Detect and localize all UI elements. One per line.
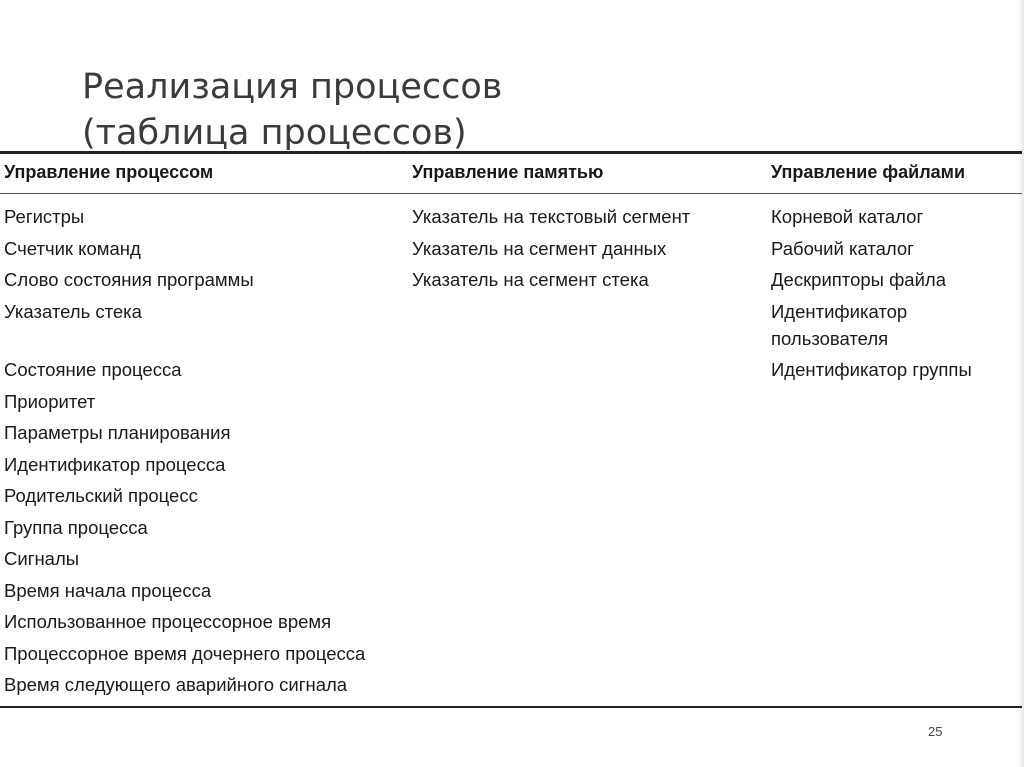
table-cell: Группа процесса [4, 516, 148, 538]
table-header-rule [0, 193, 1022, 194]
table-cell: Процессорное время дочернего процесса [4, 642, 366, 664]
table-cell: Приоритет [4, 390, 96, 412]
table-cell: Время следующего аварийного сигнала [4, 674, 348, 695]
table-bottom-rule [0, 706, 1022, 708]
table-cell: Рабочий каталог [771, 237, 914, 259]
header-process-management: Управление процессом [4, 162, 214, 182]
slide-title [82, 64, 782, 150]
table-cell: Счетчик команд [4, 237, 141, 259]
table-cell: Указатель на сегмент данных [412, 237, 667, 259]
slide-title-line-1: Реализация процессов [82, 67, 503, 107]
table-cell: Слово состояния программы [4, 269, 254, 290]
table-cell: Регистры [4, 206, 85, 227]
table-cell: Дескрипторы файла [771, 269, 947, 290]
file-management-column [771, 201, 1001, 385]
table-cell: Указатель на сегмент стека [412, 269, 649, 290]
table-cell: Сигналы [4, 548, 80, 569]
table-cell: Время начала процесса [4, 579, 212, 601]
memory-management-column [412, 201, 690, 296]
table-cell: Указатель на текстовый сегмент [412, 206, 691, 227]
table-cell: Состояние процесса [4, 359, 182, 380]
table-top-rule [0, 151, 1022, 154]
table-cell: Идентификатор процесса [4, 453, 226, 475]
table-cell: Параметры планирования [4, 422, 231, 443]
table-cell: Идентификатор группы [771, 358, 972, 380]
slide-title-line-2: (таблица процессов) [82, 113, 467, 150]
table-cell: Использованное процессорное время [4, 611, 332, 632]
slide-edge-shadow [1018, 0, 1024, 767]
process-management-column [4, 201, 365, 701]
table-cell: Идентификатор пользователя [771, 300, 908, 349]
page-number: 25 [928, 724, 943, 739]
table-cell: Указатель стека [4, 300, 142, 322]
table-cell: Корневой каталог [771, 206, 924, 227]
table-cell: Родительский процесс [4, 485, 198, 506]
header-memory-management: Управление памятью [412, 162, 604, 182]
header-file-management: Управление файлами [771, 162, 966, 182]
